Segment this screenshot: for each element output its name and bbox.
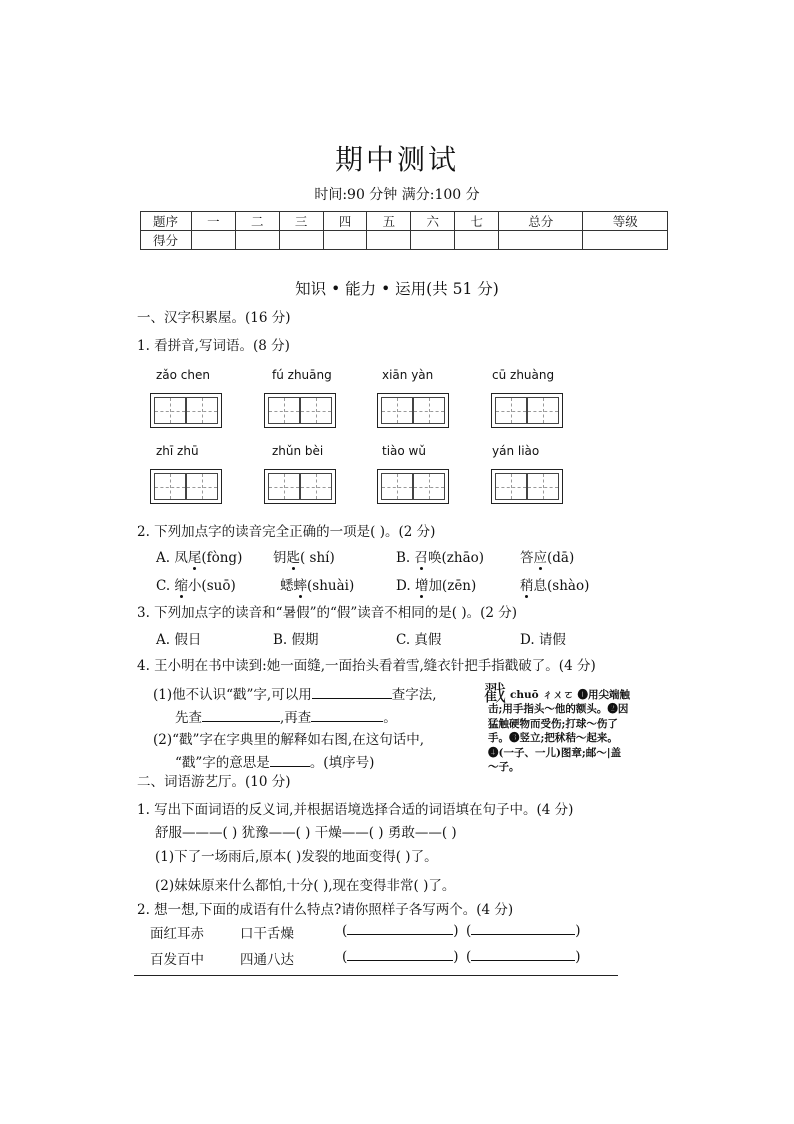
- option-a1[interactable]: A. 凤尾(fòng): [156, 546, 242, 566]
- score-table-row: [141, 231, 668, 250]
- option-b1[interactable]: B. 召唤(zhāo): [396, 546, 484, 566]
- q1-1-prompt: 1. 看拼音,写词语。(8 分): [137, 338, 290, 354]
- exam-meta: 时间:90 分钟 满分:100 分: [314, 187, 480, 203]
- score-cell[interactable]: [235, 231, 279, 250]
- q1-3-prompt: 3. 下列加点字的读音和“暑假”的“假”读音不相同的是( )。(2 分): [137, 605, 518, 621]
- part1-heading: 一、汉字积累屋。(16 分): [137, 310, 291, 326]
- pinyin-label: yán liào: [492, 444, 540, 458]
- score-cell[interactable]: [323, 231, 367, 250]
- sentence-2[interactable]: (2)妹妹原来什么都怕,十分( ),现在变得非常( )了。: [155, 878, 456, 894]
- table-cell: 一: [192, 212, 236, 231]
- dictionary-headword: 戳: [484, 682, 507, 707]
- pinyin-label: zhī zhū: [156, 444, 199, 458]
- answer-blank[interactable]: [202, 709, 280, 722]
- idiom-example: 四通八达: [240, 952, 294, 968]
- option-c[interactable]: C. 真假: [396, 632, 442, 648]
- answer-blank[interactable]: [312, 686, 392, 699]
- writing-grid[interactable]: [491, 469, 563, 504]
- writing-grid[interactable]: [150, 393, 222, 428]
- table-cell: 得分: [141, 231, 192, 250]
- writing-grid[interactable]: [377, 469, 449, 504]
- sentence-1[interactable]: (1)下了一场雨后,原本( )发裂的地面变得( )了。: [155, 849, 438, 865]
- table-cell: 七: [455, 212, 499, 231]
- section-title: 知识 • 能力 • 运用(共 51 分): [295, 280, 499, 298]
- writing-grid[interactable]: [491, 393, 563, 428]
- score-cell[interactable]: [411, 231, 455, 250]
- page-title: 期中测试: [334, 143, 459, 176]
- option-d2: 稍息(shào): [520, 574, 589, 594]
- table-cell: 等级: [583, 212, 668, 231]
- idiom-answer-2[interactable]: ( ): [466, 923, 581, 939]
- option-a2: 钥匙( shí): [273, 546, 335, 566]
- score-cell[interactable]: [499, 231, 583, 250]
- table-cell: 总分: [499, 212, 583, 231]
- option-d[interactable]: D. 请假: [520, 632, 566, 648]
- pinyin-label: cū zhuàng: [492, 368, 555, 382]
- idiom-example: 面红耳赤: [150, 926, 204, 942]
- table-cell: 六: [411, 212, 455, 231]
- part2-heading: 二、词语游艺厅。(10 分): [137, 774, 291, 790]
- dictionary-definition: 击;用手指头～他的额头。❷因猛触硬物而受伤;打球～伤了手。❸竖立;把秫秸～起来。❹(一子、一儿)图章;邮～|盖～子。: [488, 703, 629, 773]
- idiom-answer-1[interactable]: ( ): [342, 923, 459, 939]
- writing-grid[interactable]: [264, 393, 336, 428]
- table-cell: 四: [323, 212, 367, 231]
- idiom-answer-4[interactable]: ( ): [466, 949, 581, 965]
- option-d1[interactable]: D. 增加(zēn): [396, 574, 476, 594]
- table-cell: 二: [235, 212, 279, 231]
- writing-grid[interactable]: [377, 393, 449, 428]
- q2-2-prompt: 2. 想一想,下面的成语有什么特点?请你照样子各写两个。(4 分): [137, 902, 514, 918]
- option-c1[interactable]: C. 缩小(suō): [156, 574, 236, 594]
- answer-blank[interactable]: [270, 754, 310, 767]
- pinyin-label: fú zhuāng: [272, 368, 332, 382]
- table-cell: 题序: [141, 212, 192, 231]
- table-cell: 五: [367, 212, 411, 231]
- dictionary-pronunciation: chuō ㄔㄨㄛ ❶用尖端触: [510, 689, 630, 701]
- q1-4-part1: (1)他不认识“戳”字,可以用 查字法,: [153, 687, 437, 703]
- option-b2: 答应(dā): [520, 546, 574, 566]
- idiom-example: 口干舌燥: [240, 926, 294, 942]
- option-a[interactable]: A. 假日: [156, 632, 202, 648]
- score-cell[interactable]: [192, 231, 236, 250]
- q1-4-prompt: 4. 王小明在书中读到:她一面缝,一面抬头看着雪,缝衣针把手指戳破了。(4 分): [137, 658, 596, 674]
- pinyin-label: xiān yàn: [382, 368, 434, 382]
- section-divider: [134, 975, 618, 976]
- table-cell: 三: [279, 212, 323, 231]
- pinyin-label: zhǔn bèi: [272, 444, 324, 458]
- idiom-example: 百发百中: [150, 952, 204, 968]
- score-table-header: [141, 212, 668, 231]
- option-b[interactable]: B. 假期: [273, 632, 319, 648]
- idiom-answer-3[interactable]: ( ): [342, 949, 459, 965]
- antonym-row[interactable]: 舒服———( ) 犹豫——( ) 干燥——( ) 勇敢——( ): [155, 825, 457, 841]
- q1-2-prompt: 2. 下列加点字的读音完全正确的一项是( )。(2 分): [137, 524, 436, 540]
- writing-grid[interactable]: [150, 469, 222, 504]
- score-cell[interactable]: [583, 231, 668, 250]
- pinyin-label: zǎo chen: [156, 368, 210, 382]
- q1-4-part2-cont: “戳”字的意思是 。(填序号): [175, 755, 375, 771]
- score-table: [140, 211, 668, 250]
- q1-4-part2: (2)“戳”字在字典里的解释如右图,在这句话中,: [153, 732, 425, 748]
- option-c2: 蟋蟀(shuài): [280, 574, 354, 594]
- writing-grid[interactable]: [264, 469, 336, 504]
- pinyin-label: tiào wǔ: [382, 444, 426, 458]
- score-cell[interactable]: [367, 231, 411, 250]
- score-cell[interactable]: [279, 231, 323, 250]
- answer-blank[interactable]: [311, 709, 383, 722]
- q2-1-prompt: 1. 写出下面词语的反义词,并根据语境选择合适的词语填在句子中。(4 分): [137, 802, 574, 818]
- score-cell[interactable]: [455, 231, 499, 250]
- q1-4-part1-cont: 先查 ,再查 。: [175, 710, 397, 726]
